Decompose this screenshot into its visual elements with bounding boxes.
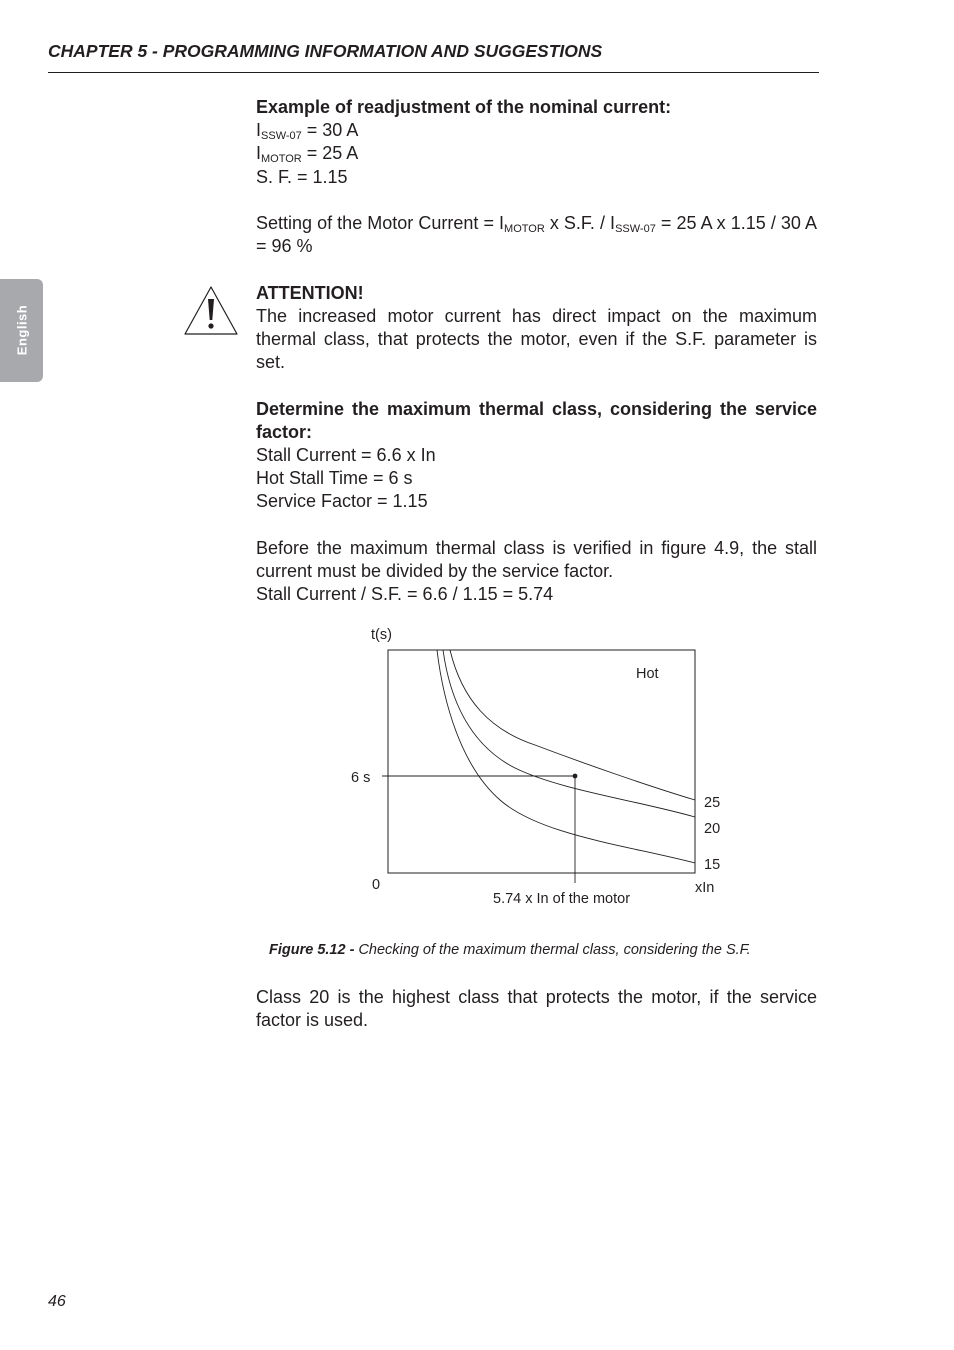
stall-current-line: Stall Current = 6.6 x In: [256, 445, 436, 465]
hot-stall-time-line: Hot Stall Time = 6 s: [256, 468, 413, 489]
curve-set-label: Hot: [636, 666, 659, 682]
x-axis-label: xIn: [695, 880, 715, 896]
conclusion-text: Class 20 is the highest class that protects the motor, if the service factor is used.: [256, 987, 817, 1031]
origin-label: 0: [372, 877, 381, 893]
page-number: 46: [48, 1293, 66, 1310]
example-line-issw: $I_{SSW-07} = 30$ A: [256, 120, 359, 143]
marker-y-label: 6 s: [351, 770, 371, 786]
curve-label-15: 15: [704, 857, 721, 873]
page-content: [256, 96, 817, 606]
chapter-title: CHAPTER 5 - PROGRAMMING INFORMATION AND SUGGESTIONS: [48, 41, 819, 73]
language-tab-label: English: [14, 304, 30, 356]
stall-current-formula: Stall Current / S.F. = 6.6 / 1.15 = 5.74: [256, 584, 554, 605]
curve-label-25: 25: [704, 795, 721, 811]
thermal-class-figure: [340, 620, 740, 920]
example-line-imotor: $I_{MOTOR} = 25$ A: [256, 143, 359, 166]
example-line-sf: S. F. = 1.15: [256, 166, 348, 187]
attention-title: ATTENTION!: [256, 282, 364, 303]
curve-label-20: 20: [704, 821, 721, 837]
figure-caption-label: Figure 5.12 -: [269, 942, 355, 958]
plot-frame: [388, 650, 695, 873]
figure-caption-text: Checking of the maximum thermal class, considering the S.F.: [354, 942, 751, 958]
service-factor-line: Service Factor = 1.15: [256, 491, 428, 512]
motor-current-setting: Setting of the Motor Current = $I_{MOTOR}$ x S.F. / $I_{SSW-07} = 25$ A x 1.15 / 30 A = 96 %: [256, 213, 817, 257]
marker-x-label: 5.74 x In of the motor: [493, 891, 631, 907]
figure-caption: [269, 942, 829, 958]
example-heading: Example of readjustment of the nominal current:: [256, 97, 672, 117]
language-tab: [0, 279, 43, 382]
y-axis-label: t(s): [371, 627, 392, 643]
warning-triangle-icon: [182, 284, 240, 338]
marker-point: [573, 774, 578, 779]
determine-heading: Determine the maximum thermal class, considering the service factor:: [256, 398, 817, 442]
before-text: Before the maximum thermal class is verified in figure 4.9, the stall current must be divided by the service factor.: [256, 537, 817, 581]
conclusion-block: [256, 986, 817, 1032]
attention-text: The increased motor current has direct impact on the maximum thermal class, that protects the motor, even if the S.F. parameter is set.: [256, 305, 817, 373]
